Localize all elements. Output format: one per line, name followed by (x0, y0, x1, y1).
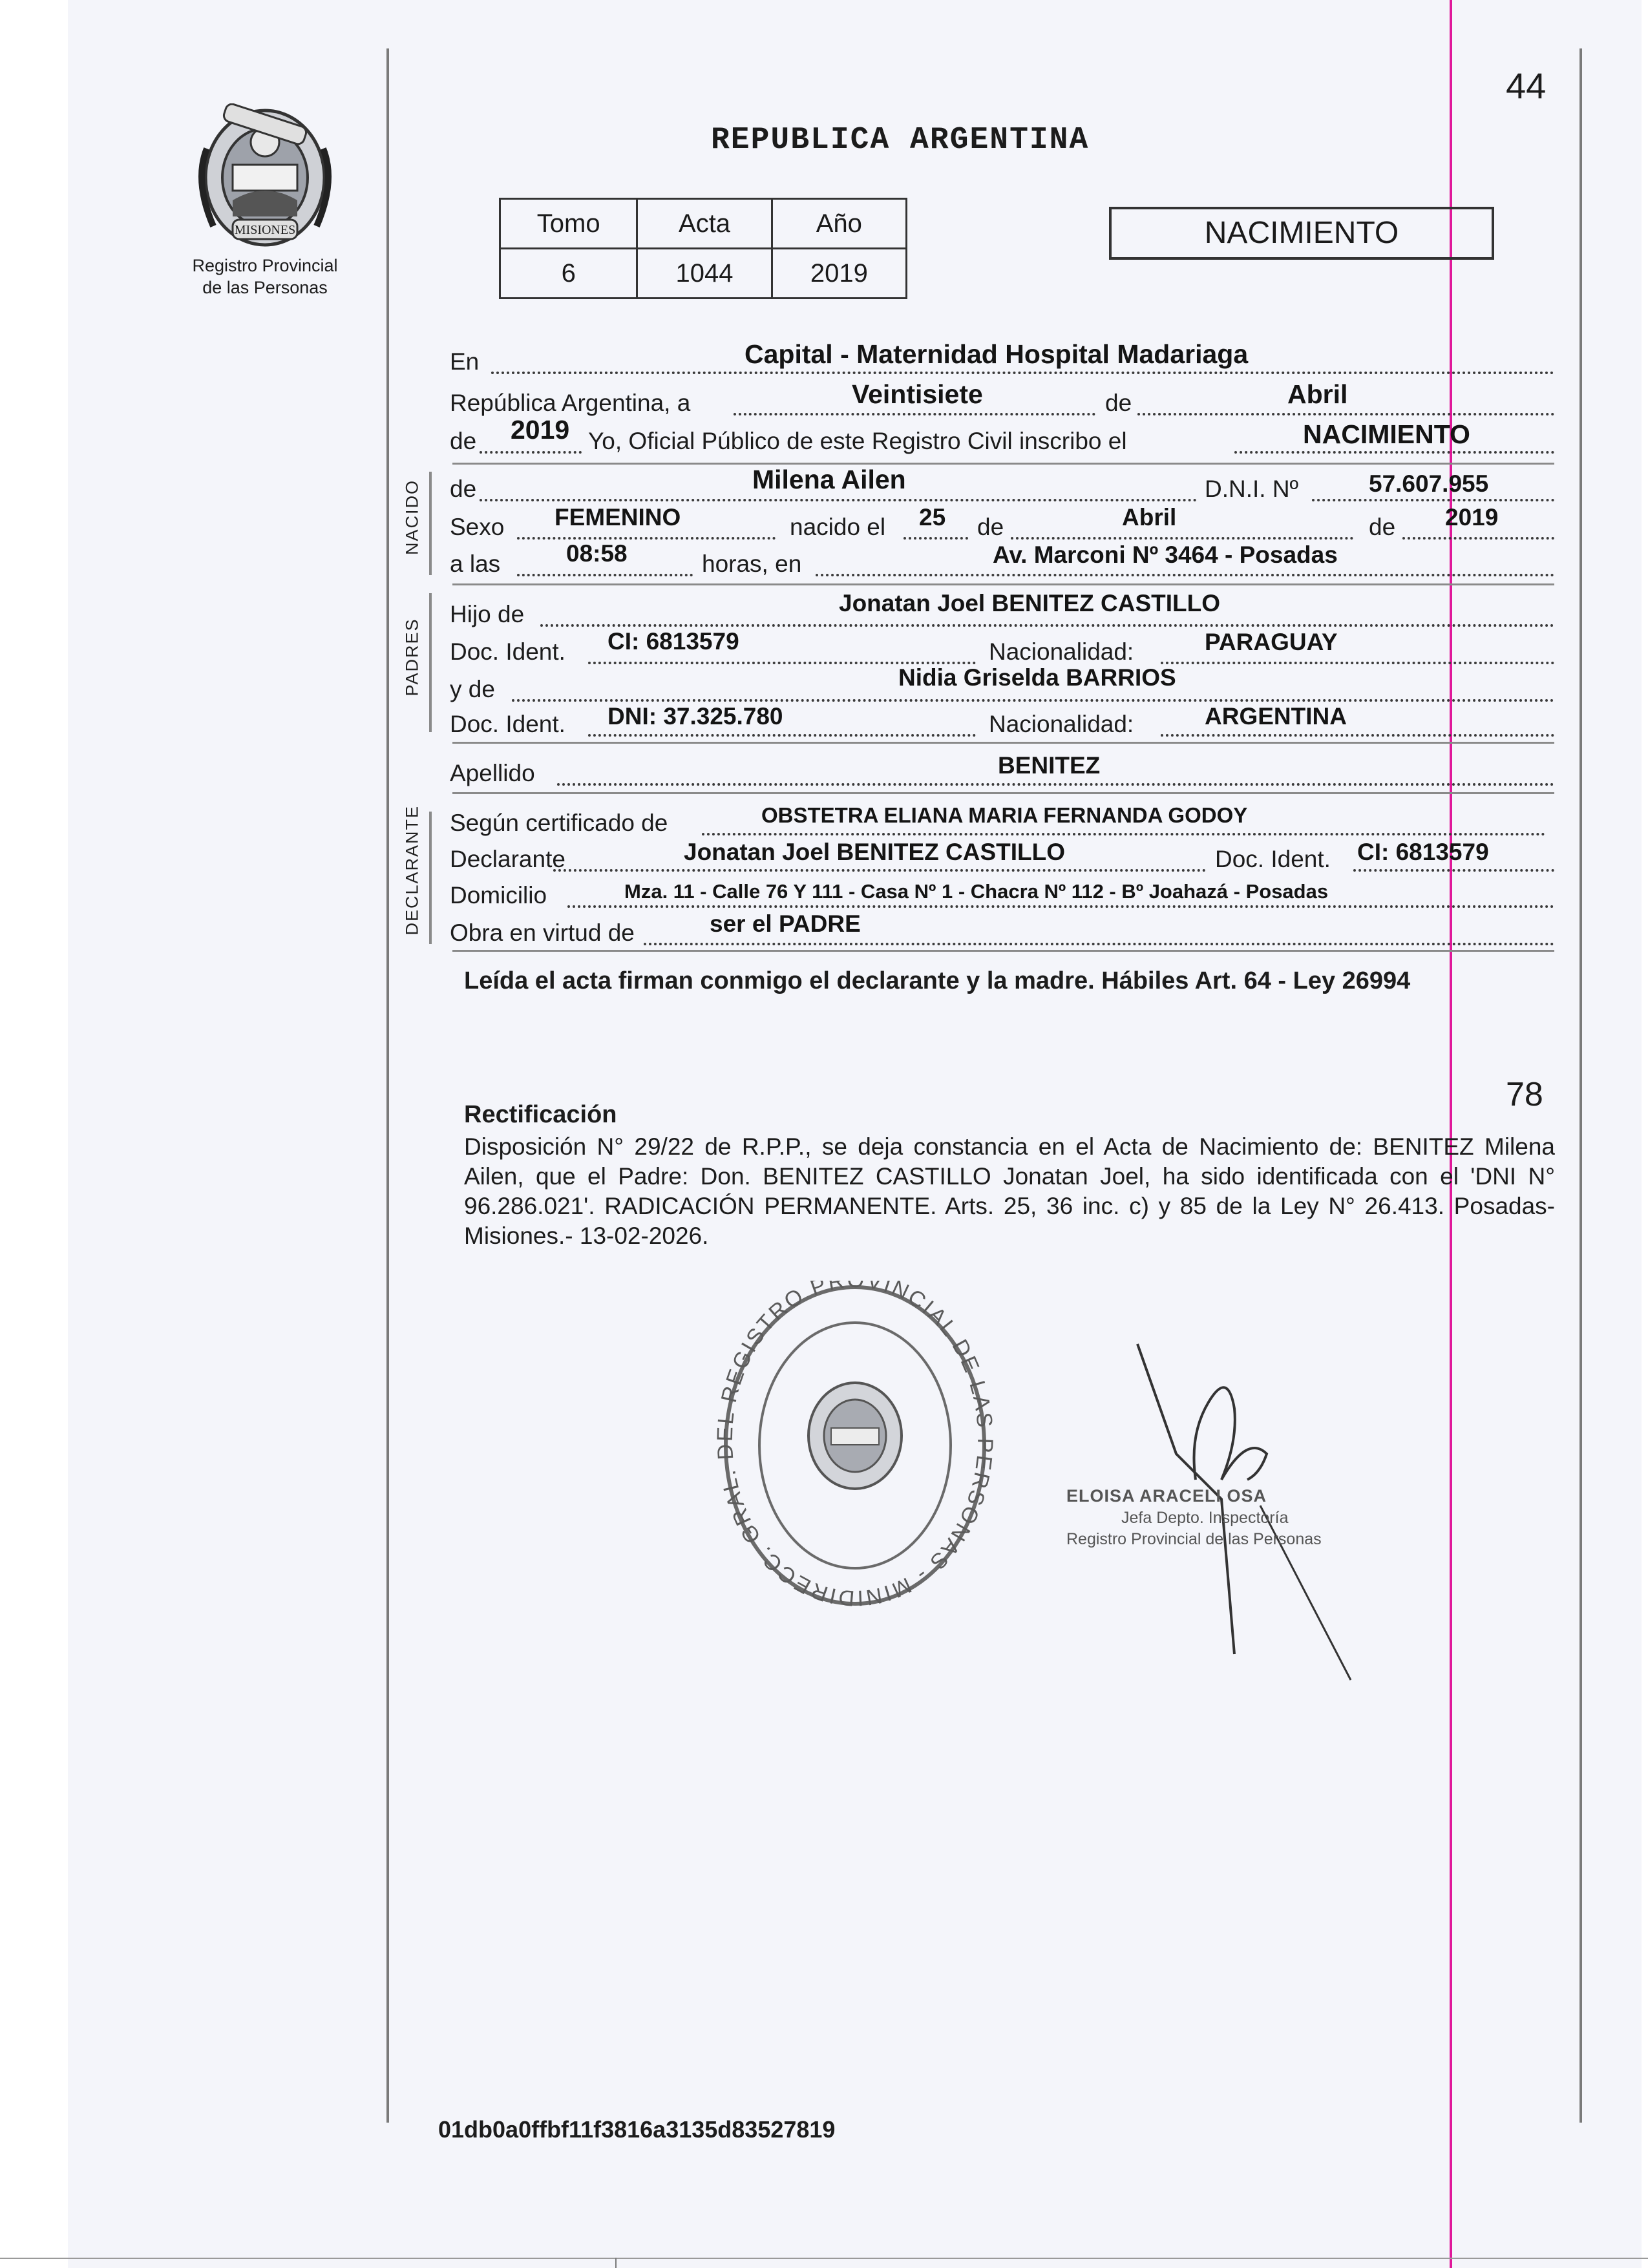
child-dni: 57.607.955 (1369, 470, 1489, 497)
section-bar (429, 472, 432, 575)
page-number: 44 (1506, 65, 1547, 106)
label-apellido: Apellido (450, 760, 535, 786)
dotted-line (480, 451, 582, 454)
table-value-acta: 1044 (637, 249, 772, 299)
label-doc-ident: Doc. Ident. (450, 711, 565, 737)
dotted-line (1161, 662, 1554, 664)
mother-document: DNI: 37.325.780 (607, 703, 783, 730)
scan-left-margin (0, 0, 68, 2268)
dotted-line (540, 624, 1554, 627)
section-label-padres: PADRES (402, 618, 422, 697)
document-title: REPUBLICA ARGENTINA (711, 123, 1090, 158)
dotted-line (557, 783, 1554, 786)
register-day: Veintisiete (852, 379, 983, 409)
signer-name: ELOISA ARACELI OSA (1066, 1486, 1267, 1506)
table-header-tomo: Tomo (500, 199, 637, 249)
birth-time: 08:58 (566, 540, 628, 567)
label-de: de (1369, 514, 1396, 540)
label-segun-certificado: Según certificado de (450, 810, 668, 836)
declarant-capacity: ser el PADRE (710, 910, 861, 937)
dotted-line (1312, 499, 1554, 501)
mother-name: Nidia Griselda BARRIOS (898, 664, 1176, 691)
dotted-line (816, 574, 1554, 576)
label-y-de: y de (450, 676, 495, 702)
svg-text:MISIONES: MISIONES (234, 223, 296, 237)
table-header-acta: Acta (637, 199, 772, 249)
label-doc-ident: Doc. Ident. (450, 638, 565, 665)
child-sex: FEMENINO (555, 504, 681, 530)
label-de: de (450, 476, 477, 502)
section-divider (452, 950, 1554, 952)
label-nacido-el: nacido el (790, 514, 886, 540)
record-table (499, 198, 907, 299)
label-doc-ident: Doc. Ident. (1215, 846, 1331, 872)
document-hash: 01db0a0ffbf11f3816a3135d83527819 (438, 2116, 836, 2143)
section-bar (429, 593, 432, 732)
table-header-ano: Año (772, 199, 906, 249)
birth-month: Abril (1122, 504, 1177, 530)
child-name: Milena Ailen (752, 465, 906, 494)
page-number-secondary: 78 (1506, 1076, 1543, 1113)
dotted-line (480, 499, 1197, 501)
label-sexo: Sexo (450, 514, 505, 540)
section-divider (452, 792, 1554, 794)
label-de: de (1105, 390, 1132, 416)
label-oficial: Yo, Oficial Público de este Registro Civil inscribo el (588, 428, 1127, 454)
birth-day: 25 (919, 504, 946, 530)
declarant-document: CI: 6813579 (1357, 839, 1489, 865)
label-a-las: a las (450, 551, 501, 577)
act-type: NACIMIENTO (1303, 419, 1470, 449)
dotted-line (1161, 734, 1554, 737)
label-de: de (977, 514, 1004, 540)
office-name-line1: Registro Provincial (192, 256, 338, 275)
birth-address: Av. Marconi Nº 3464 - Posadas (993, 541, 1338, 568)
label-obra-en-virtud: Obra en virtud de (450, 919, 635, 946)
table-value-tomo: 6 (500, 249, 637, 299)
dotted-line (517, 537, 776, 540)
mother-nationality: ARGENTINA (1205, 703, 1347, 730)
dotted-line (1234, 451, 1554, 454)
section-bar (429, 812, 432, 944)
dotted-line (1402, 537, 1554, 540)
section-label-declarante: DECLARANTE (402, 804, 422, 936)
declarant-address: Mza. 11 - Calle 76 Y 111 - Casa Nº 1 - Chacra Nº 112 - Bº Joahazá - Posadas (624, 880, 1329, 903)
signer-office: Registro Provincial de las Personas (1066, 1530, 1322, 1548)
dotted-line (1137, 413, 1554, 415)
label-nacionalidad: Nacionalidad: (989, 711, 1134, 737)
dotted-line (512, 699, 1554, 702)
seal-text: DIRECC. GRAL. REGISTRO PR VINCIAL DE LA RSONAS - MINI (716, 1281, 994, 1611)
rectification-text: Disposición N° 29/22 de R.P.P., se deja constancia en el Acta de Nacimiento de: BENITEZ Milena Ailen, que el Padre: Don. BENITEZ CASTILLO Jonatan Joel, ha sido identificada con el 'DNI N° 96.286.021'. RADICACIÓN PERMANENTE. Arts. 25, 36 inc. c) y 85 de la Ley N° 26.413. Posadas- Misiones.- 13-02-2026. (464, 1133, 1555, 1249)
dotted-line (567, 905, 1554, 908)
dotted-line (553, 869, 1206, 872)
certificate-issuer: OBSTETRA ELIANA MARIA FERNANDA GODOY (761, 803, 1248, 827)
section-divider (452, 463, 1554, 465)
dotted-line (1011, 537, 1353, 540)
province-logo (194, 103, 336, 255)
register-month: Abril (1287, 379, 1348, 409)
table-value-ano: 2019 (772, 249, 906, 299)
dotted-line (734, 413, 1095, 415)
label-dni: D.N.I. Nº (1205, 476, 1299, 502)
birth-place: Capital - Maternidad Hospital Madariaga (745, 339, 1249, 369)
signer-title: Jefa Depto. Inspectoría (1121, 1509, 1289, 1527)
father-nationality: PARAGUAY (1205, 629, 1338, 655)
dotted-line (588, 734, 976, 737)
father-document: CI: 6813579 (607, 628, 739, 655)
birth-year: 2019 (1445, 504, 1499, 530)
section-divider (452, 583, 1554, 585)
register-year: 2019 (511, 415, 570, 445)
right-frame-line (1579, 48, 1582, 2123)
dotted-line (702, 833, 1545, 835)
bottom-edge-line (0, 2258, 1648, 2259)
record-type-box: NACIMIENTO (1109, 207, 1494, 260)
label-horas-en: horas, en (702, 551, 802, 577)
dotted-line (903, 537, 968, 540)
father-name: Jonatan Joel BENITEZ CASTILLO (839, 590, 1220, 616)
label-declarante: Declarante (450, 846, 565, 872)
label-en: En (450, 348, 480, 375)
label-republica: República Argentina, a (450, 390, 691, 416)
official-seal (716, 1281, 994, 1620)
signature-stamp (1066, 1486, 1322, 1549)
closing-note: Leída el acta firman conmigo el declarante y la madre. Hábiles Art. 64 - Ley 26994 (464, 967, 1411, 994)
label-domicilio: Domicilio (450, 882, 547, 908)
scan-right-margin (1642, 0, 1648, 2268)
surname: BENITEZ (998, 752, 1101, 779)
label-nacionalidad: Nacionalidad: (989, 638, 1134, 665)
dotted-line (1353, 869, 1554, 872)
section-divider (452, 742, 1554, 744)
dotted-line (644, 943, 1554, 945)
left-frame-line (386, 48, 389, 2123)
label-de: de (450, 428, 477, 454)
dotted-line (517, 574, 693, 576)
bottom-tick (615, 2258, 617, 2268)
office-name-line2: de las Personas (202, 278, 328, 297)
declarant-name: Jonatan Joel BENITEZ CASTILLO (684, 839, 1065, 865)
label-hijo-de: Hijo de (450, 601, 525, 627)
dotted-line (491, 372, 1554, 374)
section-label-nacido: NACIDO (402, 479, 422, 556)
rectification-title: Rectificación (464, 1101, 617, 1128)
